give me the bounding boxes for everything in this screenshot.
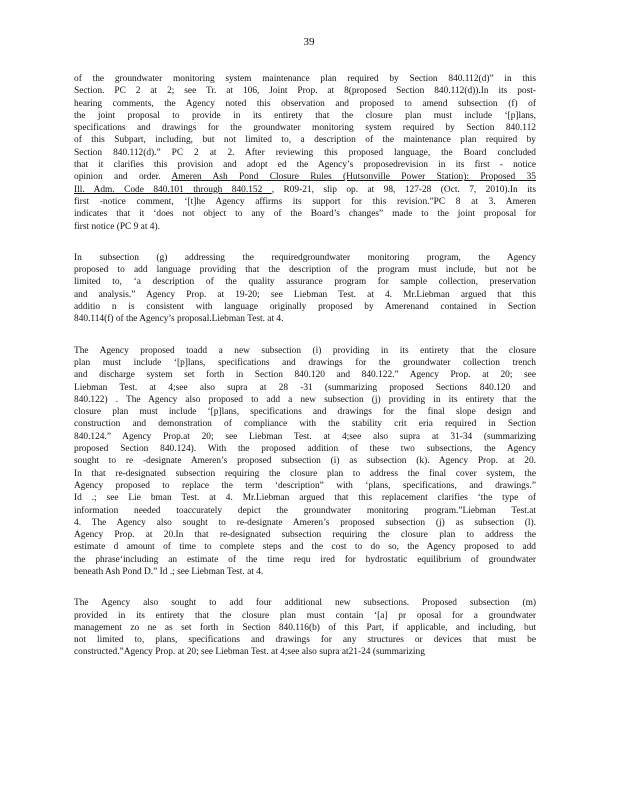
text-line: opinion and order. Ameren Ash Pond Closure Rules (Hutsonville Power Station): Proposed 35: [74, 172, 536, 183]
paragraph: [74, 73, 536, 233]
text-line: management zo ne as set forth in Section 840.116(b) of this Part, if applicable, and including, but: [74, 622, 536, 633]
text-line: 840.124.” Agency Prop.at 20; see Liebman Test. at 4;see also supra at 31-34 (summarizing: [74, 431, 536, 442]
text-line: and discharge system set forth in Section 840.120 and 840.122.” Agency Prop. at 20; see: [74, 370, 536, 381]
text-line: Section. PC 2 at 2; see Tr. at 106, Joint Prop. at 8(proposed Section 840.112(d)).In its post-: [74, 86, 536, 97]
text-line: the joint proposal to provide in its entirety that the closure plan must include ‘[p]lans,: [74, 110, 536, 121]
text-line: 840.114(f) of the Agency’s proposal.Liebman Test. at 4.: [74, 314, 284, 325]
text-line: hearing comments, the Agency noted this observation and proposed to amend subsection (f) of: [74, 98, 536, 109]
text-line: Ill. Adm. Code 840.101 through 840.152 , R09-21, slip op. at 98, 127-28 (Oct. 7, 2010).In its: [74, 184, 536, 195]
text-line: closure plan must include ‘[p]lans, specifications and drawings for the final slope design and: [74, 407, 536, 418]
text-line: beneath Ash Pond D.” Id .; see Liebman Test. at 4.: [74, 566, 264, 577]
text-line: proposed to add language providing that the description of the program must include, but not be: [74, 265, 536, 276]
text-line: and analysis.” Agency Prop. at 19-20; see Liebman Test. at 4. Mr.Liebman argued that this: [74, 289, 536, 300]
paragraph: [74, 597, 536, 658]
text-line: first notice (PC 9 at 4).: [74, 221, 160, 232]
text-line: provided in its entirety that the closure plan must contain ‘[a] pr oposal for a groundwater: [74, 610, 536, 621]
text-line: the phrase‘including an estimate of the time requ ired for hydrostatic equilibrium of groundwater: [74, 554, 536, 565]
text-line: Section 840.112(d).” PC 2 at 2. After reviewing this proposed language, the Board concluded: [74, 147, 536, 158]
text-line: The Agency proposed toadd a new subsection (i) providing in its entirety that the closure: [74, 345, 536, 356]
text-line: information needed toaccurately depict the groundwater monitoring program.”Liebman Test.at: [74, 505, 536, 516]
text-line: Liebman Test. at 4;see also supra at 28 -31 (summarizing proposed Sections 840.120 and: [74, 382, 536, 393]
text-line: In subsection (g) addressing the requiredgroundwater monitoring program, the Agency: [74, 252, 536, 263]
case-citation: Ameren Ash Pond Closure Rules (Hutsonville Power Station): Proposed 35: [171, 172, 536, 183]
text-line: Agency Prop. at 20.In that re-designated subsection requiring the closure plan to address the: [74, 530, 536, 541]
text-line: that it clarifies this provision and adopt ed the Agency’s proposedrevision in its first - notice: [74, 160, 536, 171]
text-line: constructed.”Agency Prop. at 20; see Liebman Test. at 4;see also supra at21-24 (summarizing: [74, 647, 425, 658]
page-number: 39: [303, 36, 315, 48]
text-line: Agency proposed to replace the term ‘description” with ‘plans, specifications, and drawings.”: [74, 480, 536, 491]
text-line: indicates that it ‘does not object to any of the Board’s changes” made to the joint proposal for: [74, 209, 536, 220]
case-citation: Ill. Adm. Code 840.101 through 840.152: [74, 184, 272, 195]
document-body: [74, 73, 536, 678]
text-line: of the groundwater monitoring system maintenance plan required by Section 840.112(d)” in this: [74, 74, 536, 84]
text-line: additio n is consistent with language originally proposed by Amerenand contained in Section: [74, 302, 536, 313]
text-line: Id .; see Lie bman Test. at 4. Mr.Liebman argued that this replacement clarifies ‘the type of: [74, 493, 536, 504]
text-line: 4. The Agency also sought to re-designate Ameren’s proposed subsection (j) as subsection (l).: [74, 517, 536, 528]
text-line: plan must include ‘[p]lans, specifications and drawings for the groundwater collection trench: [74, 357, 536, 368]
paragraph: [74, 345, 536, 579]
text-line: The Agency also sought to add four additional new subsections. Proposed subsection (m): [74, 598, 536, 609]
text-line: limited to, ‘a description of the quality assurance program for sample collection, preservation: [74, 277, 536, 288]
text-line: In that re-designated subsection requiring the closure plan to address the final cover system, the: [74, 468, 536, 479]
text-line: of this Subpart, including, but not limited to, a description of the maintenance plan required by: [74, 135, 536, 146]
text-line: first -notice comment, ‘[t]he Agency affirms its support for this revision.”PC 8 at 3. Ameren: [74, 196, 536, 207]
text-line: 840.122) . The Agency also proposed to add a new subsection (j) providing in its entirety that the: [74, 394, 536, 405]
paragraph: [74, 252, 536, 326]
text-line: proposed Section 840.124). With the proposed addition of these two subsections, the Agency: [74, 444, 536, 455]
text-line: sought to re -designate Ameren’s proposed subsection (i) as subsection (k). Agency Prop. at 20.: [74, 456, 536, 467]
text-line: specifications and drawings for the groundwater monitoring system required by Section 840.112: [74, 123, 536, 134]
text-line: construction and demonstration of compliance with the stability crit eria required in Section: [74, 419, 536, 430]
text-line: estimate d amount of time to complete steps and the cost to do so, the Agency proposed to add: [74, 542, 536, 553]
text-line: not limited to, plans, specifications and drawings for any structures or devices that must be: [74, 635, 536, 646]
